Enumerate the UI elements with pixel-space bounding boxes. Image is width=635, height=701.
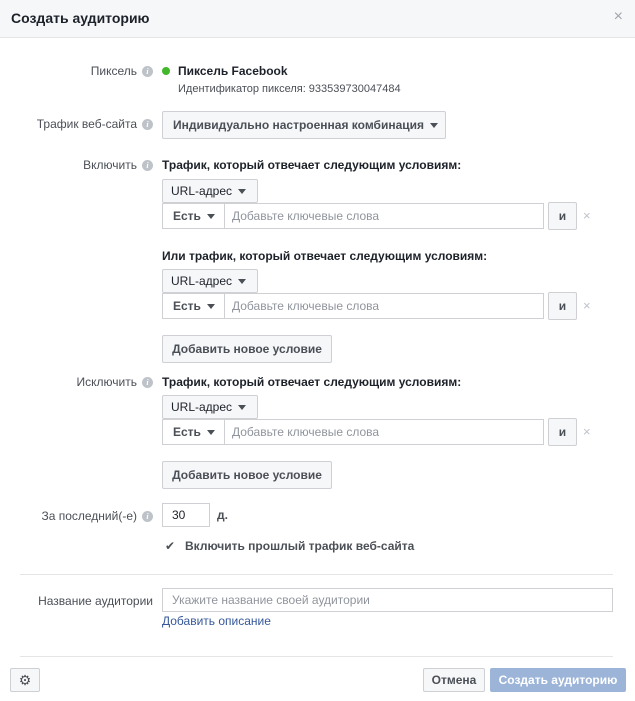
pixel-id: Идентификатор пикселя: 933539730047484: [178, 83, 401, 95]
cancel-button[interactable]: Отмена: [423, 668, 485, 692]
info-icon[interactable]: i: [142, 119, 153, 130]
exclude-keywords-input[interactable]: Добавьте ключевые слова: [224, 419, 544, 445]
caret-down-icon: [207, 430, 215, 435]
retention-days-unit: д.: [217, 508, 228, 522]
caret-down-icon: [207, 214, 215, 219]
settings-button[interactable]: [10, 668, 40, 692]
include-group-1-operator-dropdown[interactable]: [162, 203, 224, 229]
exclude-add-condition-button[interactable]: Добавить новое условие: [162, 461, 332, 489]
include-group-2-keywords-input[interactable]: Добавьте ключевые слова: [224, 293, 544, 319]
gear-icon: ⚙: [18, 671, 32, 688]
close-icon[interactable]: ×: [613, 8, 623, 25]
exclude-label: Исключить: [76, 375, 137, 389]
include-group-1-field-dropdown[interactable]: [162, 179, 258, 203]
include-group-1-keywords-input[interactable]: Добавьте ключевые слова: [224, 203, 544, 229]
divider: [20, 574, 613, 575]
traffic-label: Трафик веб-сайта: [36, 117, 137, 131]
pixel-label: Пиксель: [90, 64, 137, 78]
close-icon[interactable]: ×: [583, 208, 591, 223]
retention-label: За последний(-е): [41, 509, 137, 523]
close-icon[interactable]: ×: [583, 424, 591, 439]
info-icon[interactable]: i: [142, 377, 153, 388]
create-audience-button[interactable]: Создать аудиторию: [490, 668, 626, 692]
pixel-name: Пиксель Facebook: [178, 64, 288, 78]
caret-down-icon: [430, 123, 438, 128]
caret-down-icon: [238, 405, 246, 410]
traffic-dropdown[interactable]: [162, 111, 446, 139]
exclude-field-dropdown[interactable]: [162, 395, 258, 419]
operator-label: Есть: [173, 209, 201, 223]
operator-label: Есть: [173, 425, 201, 439]
exclude-operator-dropdown[interactable]: [162, 419, 224, 445]
include-add-condition-button[interactable]: Добавить новое условие: [162, 335, 332, 363]
past-traffic-label: Включить прошлый трафик веб-сайта: [185, 539, 415, 553]
traffic-dropdown-label: Индивидуально настроенная комбинация: [173, 118, 425, 132]
exclude-and-button[interactable]: и: [548, 418, 577, 446]
retention-days-input[interactable]: 30: [162, 503, 210, 527]
caret-down-icon: [238, 279, 246, 284]
dialog-title: Создать аудиторию: [11, 10, 150, 26]
field-dropdown-label: URL-адрес: [171, 184, 233, 198]
add-description-link[interactable]: Добавить описание: [162, 614, 271, 628]
audience-name-input[interactable]: Укажите название своей аудитории: [162, 588, 613, 612]
field-dropdown-label: URL-адрес: [171, 274, 233, 288]
close-icon[interactable]: ×: [583, 298, 591, 313]
field-dropdown-label: URL-адрес: [171, 400, 233, 414]
check-icon[interactable]: ✔: [165, 539, 176, 553]
exclude-group-title: Трафик, который отвечает следующим условиям:: [162, 375, 462, 389]
include-group-2-operator-dropdown[interactable]: [162, 293, 224, 319]
divider: [20, 656, 613, 657]
include-group-2-title: Или трафик, который отвечает следующим условиям:: [162, 249, 488, 263]
dialog-header: [0, 0, 635, 38]
include-group-1-title: Трафик, который отвечает следующим условиям:: [162, 158, 462, 172]
audience-name-label: Название аудитории: [38, 594, 153, 608]
pixel-status-dot: [162, 67, 170, 75]
include-group-2-field-dropdown[interactable]: [162, 269, 258, 293]
operator-label: Есть: [173, 299, 201, 313]
info-icon[interactable]: i: [142, 66, 153, 77]
caret-down-icon: [238, 189, 246, 194]
caret-down-icon: [207, 304, 215, 309]
info-icon[interactable]: i: [142, 160, 153, 171]
include-label: Включить: [83, 158, 137, 172]
include-group-1-and-button[interactable]: и: [548, 202, 577, 230]
include-group-2-and-button[interactable]: и: [548, 292, 577, 320]
info-icon[interactable]: i: [142, 511, 153, 522]
